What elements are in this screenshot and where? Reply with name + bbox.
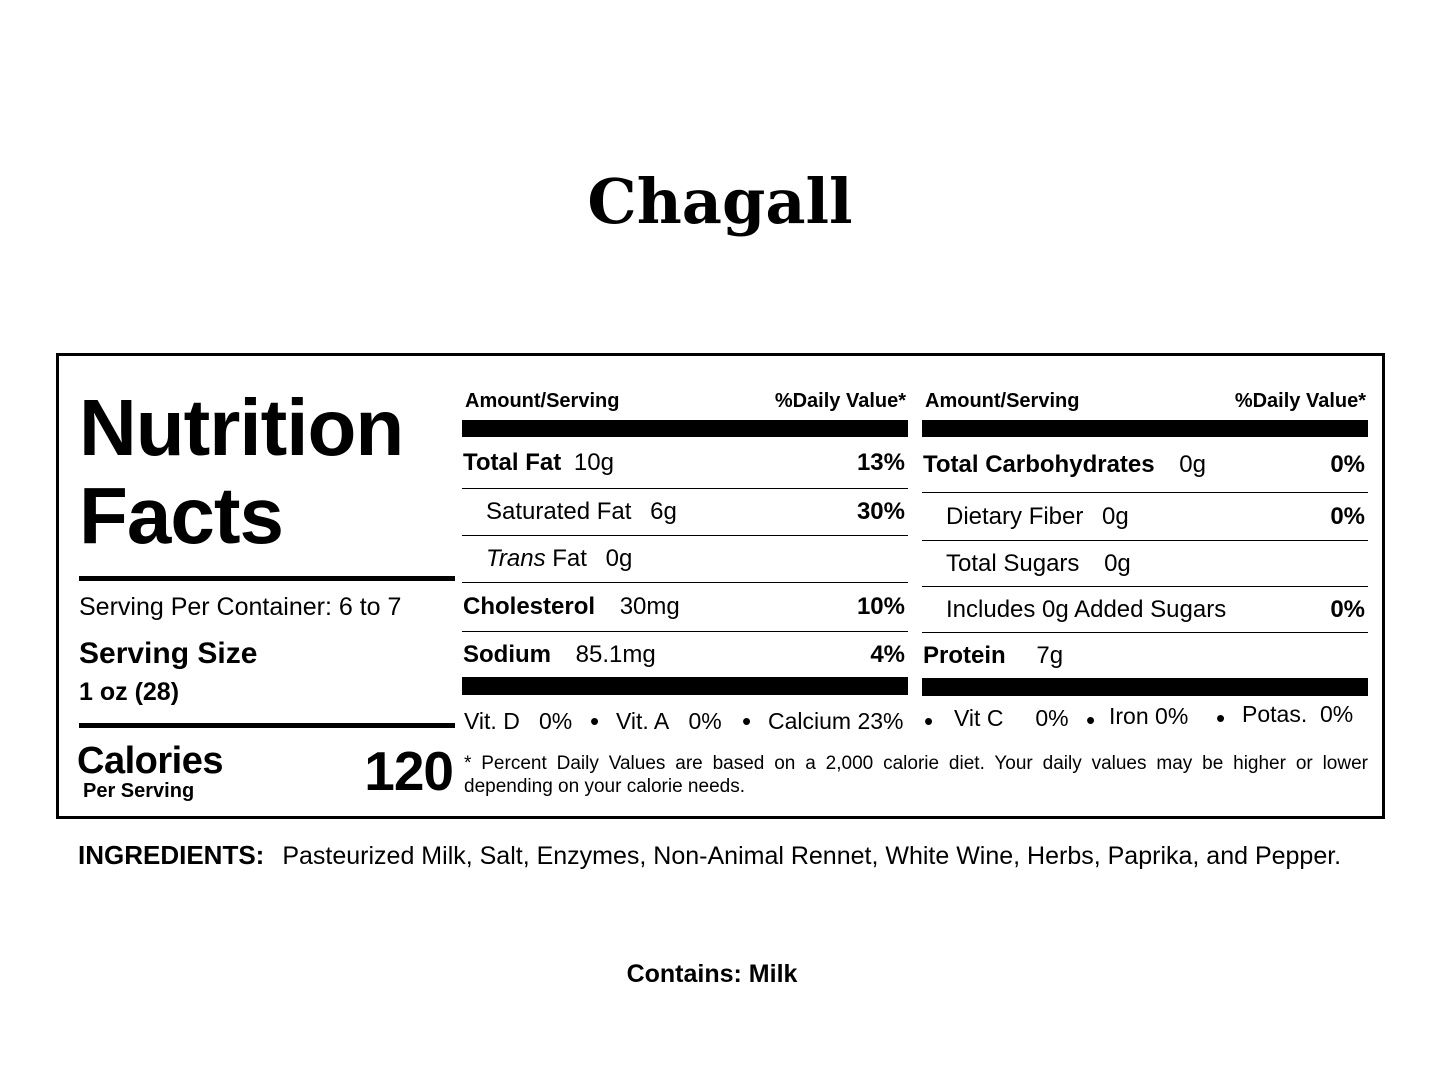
bullet-separator: • xyxy=(1216,703,1226,733)
nutrient-dv: 0% xyxy=(1330,502,1365,530)
nutrient-name: Total Sugars xyxy=(946,549,1080,577)
allergen-statement: Contains: Milk xyxy=(626,960,798,988)
daily-value-header: %Daily Value* xyxy=(774,390,906,412)
vitamin-value: 0% xyxy=(688,708,722,734)
vitamin-value: 0% xyxy=(1155,703,1189,729)
vitamin-item xyxy=(954,705,1069,732)
servings-per-container: Serving Per Container: 6 to 7 xyxy=(79,593,402,621)
vitamin-item xyxy=(616,708,722,735)
vitamin-name: Vit. D xyxy=(464,708,520,734)
nutrient-amount: 30mg xyxy=(619,593,680,620)
vitamin-item xyxy=(1109,703,1188,730)
daily-value-footnote: * Percent Daily Values are based on a 2,000 calorie diet. Your daily values may be higher or lower depending on your calorie needs. xyxy=(464,753,1368,797)
nutrient-dv: 4% xyxy=(870,640,905,668)
nutrient-amount: 0g xyxy=(1104,549,1131,577)
nutrient-row-saturated-fat xyxy=(462,489,908,536)
bullet-separator: • xyxy=(742,706,752,736)
column-header xyxy=(462,386,908,418)
bullet-separator: • xyxy=(590,706,600,736)
nutrient-amount: 0g xyxy=(1179,450,1206,478)
ingredients-line xyxy=(78,840,1341,871)
vitamin-value: 0% xyxy=(539,708,573,734)
thick-divider xyxy=(462,420,908,437)
vitamin-name: Vit C xyxy=(954,705,1004,731)
calories-value: 120 xyxy=(364,740,453,802)
amount-header: Amount/Serving xyxy=(925,390,1080,412)
nutrient-name: Dietary Fiber xyxy=(946,502,1084,530)
vitamin-name: Vit. A xyxy=(616,708,670,734)
vitamin-item xyxy=(768,708,904,735)
nutrient-row-added-sugars xyxy=(922,587,1368,633)
vitamin-name: Calcium xyxy=(768,708,852,734)
nutrient-name: Includes 0g Added Sugars xyxy=(946,595,1227,623)
heading-line-2: Facts xyxy=(79,471,283,560)
heading-line-1: Nutrition xyxy=(79,383,404,472)
vitamins-minerals-row xyxy=(464,701,1370,742)
bullet-separator: • xyxy=(1086,705,1096,735)
ingredients-label: INGREDIENTS: xyxy=(78,840,265,870)
nutrient-amount: 6g xyxy=(650,498,677,525)
nutrient-column-2 xyxy=(922,386,1368,696)
calories-label: Calories xyxy=(77,740,223,782)
nutrient-dv: 10% xyxy=(856,593,905,620)
nutrient-row-protein xyxy=(922,633,1368,679)
nutrient-amount: 7g xyxy=(1036,641,1064,669)
nutrient-dv: 0% xyxy=(1330,595,1365,623)
nutrient-name: Total Fat xyxy=(463,448,562,476)
nutrient-amount: 0g xyxy=(1102,502,1129,530)
nutrient-row-dietary-fiber xyxy=(922,493,1368,541)
nutrient-row-trans-fat xyxy=(462,536,908,583)
nutrient-dv: 30% xyxy=(856,498,905,525)
thick-divider xyxy=(922,679,1368,696)
nutrient-row-sodium xyxy=(462,632,908,678)
calories-sub-label: Per Serving xyxy=(83,780,195,802)
nutrient-dv: 0% xyxy=(1330,450,1365,478)
vitamin-name: Potas. xyxy=(1242,701,1308,727)
nutrient-name: Sodium xyxy=(463,640,551,668)
nutrient-name: Cholesterol xyxy=(463,593,596,620)
nutrient-row-total-carbohydrates xyxy=(922,437,1368,493)
divider xyxy=(79,723,455,728)
nutrient-dv: 13% xyxy=(856,448,905,476)
bullet-separator: • xyxy=(924,706,934,736)
serving-size-value: 1 oz (28) xyxy=(79,678,180,706)
vitamin-item xyxy=(464,708,572,735)
nutrient-row-total-sugars xyxy=(922,541,1368,587)
thick-divider xyxy=(462,678,908,695)
nutrient-column-1 xyxy=(462,386,908,695)
vitamin-value: 0% xyxy=(1035,705,1069,731)
divider xyxy=(79,576,455,581)
nutrient-row-total-fat xyxy=(462,437,908,489)
vitamin-value: 23% xyxy=(857,708,904,734)
nutrient-name: Total Carbohydrates xyxy=(923,450,1155,478)
nutrition-facts-heading xyxy=(79,384,459,560)
vitamin-item xyxy=(1242,701,1353,728)
nutrient-amount: 0g xyxy=(605,545,633,572)
product-title: Chagall xyxy=(587,165,853,238)
amount-header: Amount/Serving xyxy=(465,390,620,412)
daily-value-header: %Daily Value* xyxy=(1234,390,1366,412)
serving-size-label: Serving Size xyxy=(79,637,258,670)
nutrient-amount: 85.1mg xyxy=(575,640,656,668)
nutrient-name-italic: Trans xyxy=(486,545,546,572)
thick-divider xyxy=(922,420,1368,437)
nutrient-name: Protein xyxy=(923,641,1006,669)
nutrient-row-cholesterol xyxy=(462,583,908,632)
ingredients-text: Pasteurized Milk, Salt, Enzymes, Non-Animal Rennet, White Wine, Herbs, Paprika, and Pepper. xyxy=(282,842,1342,870)
vitamin-value: 0% xyxy=(1320,701,1354,727)
nutrient-amount: 10g xyxy=(573,448,614,476)
nutrient-name: Fat xyxy=(552,545,587,572)
vitamin-name: Iron xyxy=(1109,703,1149,729)
nutrient-name: Saturated Fat xyxy=(486,498,632,525)
column-header xyxy=(922,386,1368,418)
nutrition-facts-panel xyxy=(56,353,1385,819)
